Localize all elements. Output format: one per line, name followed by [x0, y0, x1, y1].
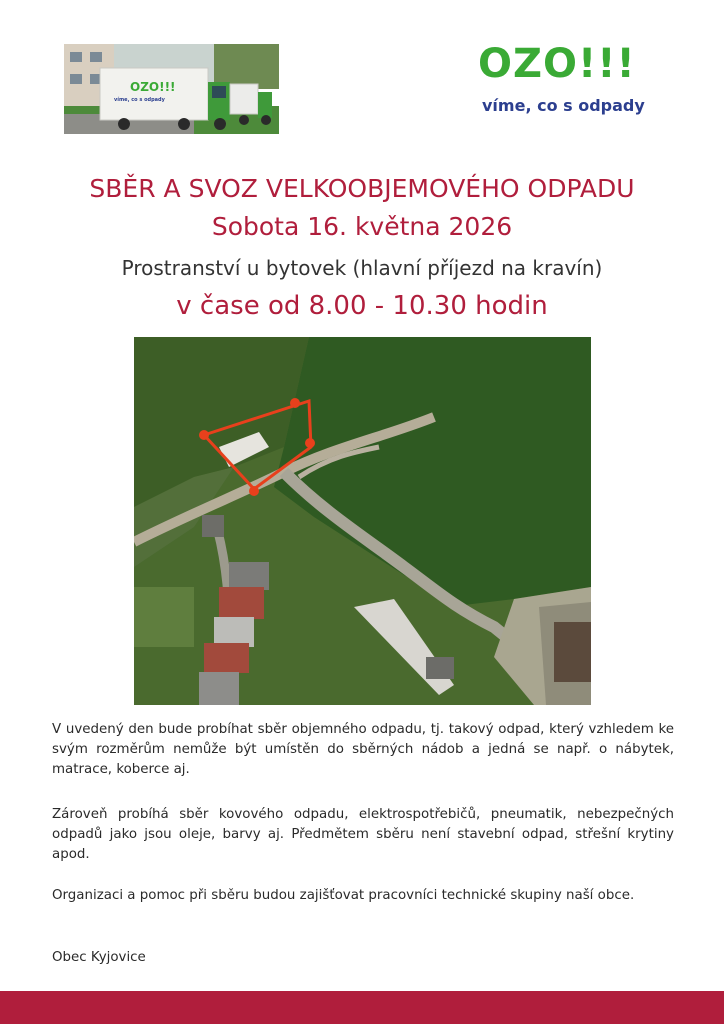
ozo-logo — [478, 40, 664, 124]
info-paragraph-1: V uvedený den bude probíhat sběr objemného odpadu, tj. takový odpad, který vzhledem ke svým rozměrům nemůže být umístěn do sběrných nádob a jedná se např. o nábytek, matrace, koberce aj. — [52, 722, 674, 777]
event-time: v čase od 8.00 - 10.30 hodin — [176, 291, 548, 321]
truck-logo-tagline: víme, co s odpady — [114, 97, 165, 103]
event-location: Prostranství u bytovek (hlavní příjezd na kravín) — [121, 256, 603, 280]
info-paragraph-3: Organizaci a pomoc při sběru budou zajišťovat pracovníci technické skupiny naší obce. — [52, 888, 635, 903]
footer-accent-bar — [0, 991, 724, 1024]
event-date: Sobota 16. května 2026 — [211, 212, 513, 241]
logo-wordmark: OZO!!! — [478, 41, 636, 87]
event-title: SBĚR A SVOZ VELKOOBJEMOVÉHO ODPADU — [89, 174, 635, 203]
header-truck-photo — [64, 44, 279, 134]
logo-tagline: víme, co s odpady — [482, 96, 645, 115]
aerial-map — [134, 337, 591, 705]
signature: Obec Kyjovice — [52, 950, 146, 965]
truck-logo-text: OZO!!! — [130, 80, 176, 94]
info-paragraph-2: Zároveň probíhá sběr kovového odpadu, elektrospotřebičů, pneumatik, nebezpečných odpadů jako jsou oleje, barvy aj. Předmětem sběru není stavební odpad, střešní krytiny apod. — [52, 807, 674, 862]
